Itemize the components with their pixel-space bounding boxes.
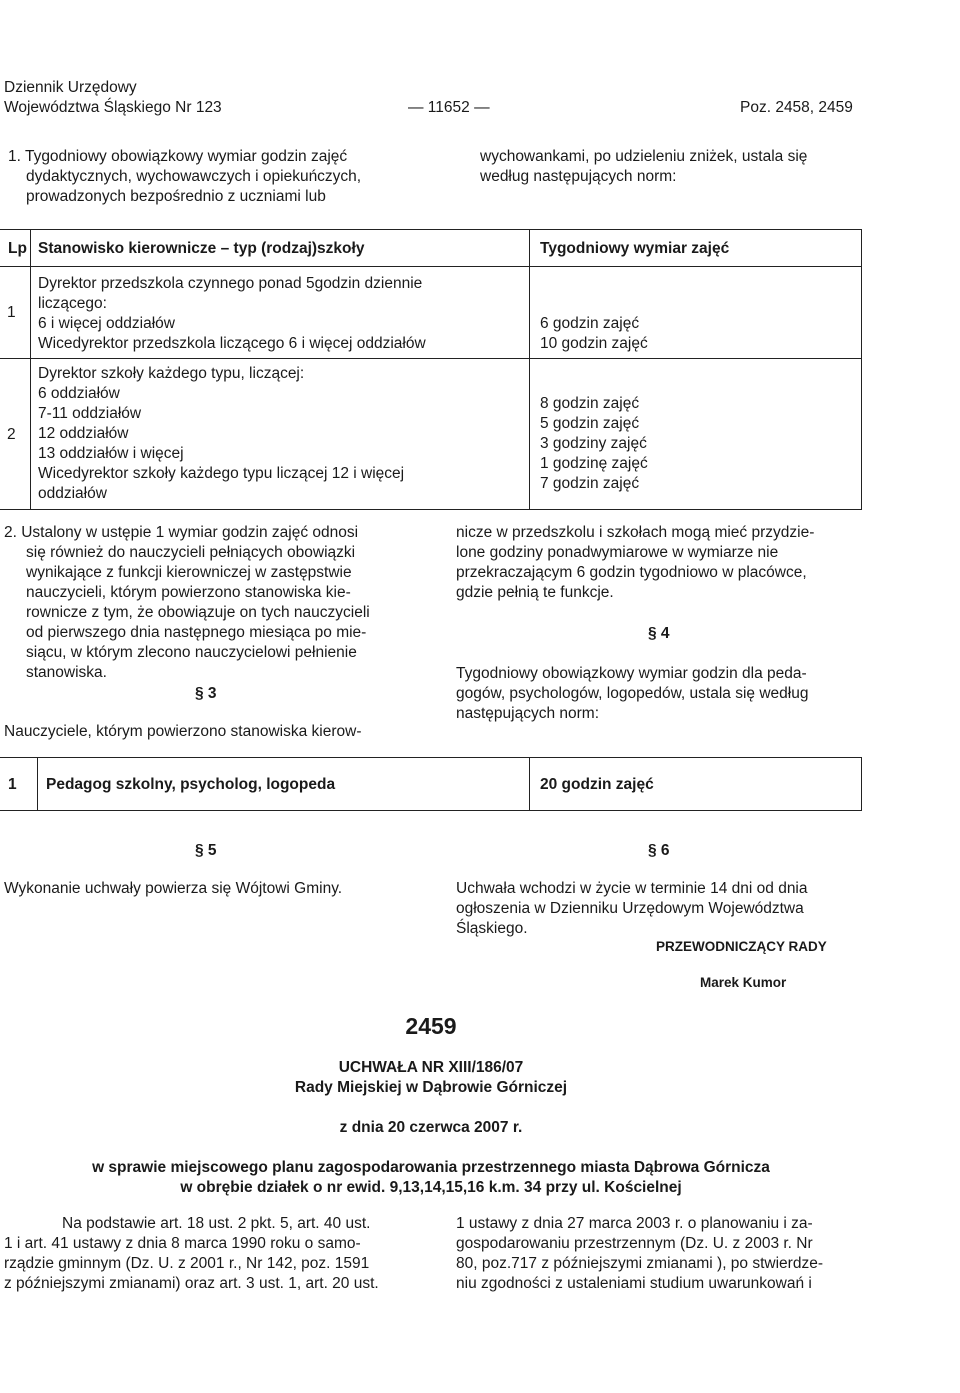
paragraph-2-continued: nicze w przedszkolu i szkołach mogą mieć przydzie- lone godziny ponadwymiarowe w wymiarze nie przekraczającym 6 godzin tygodniowo w placówce, gdzie pełnią te funkcje. [456,524,815,601]
section-6-title: § 6 [648,842,670,859]
table-row-lp: 1 [8,776,17,793]
header-hours: Tygodniowy wymiar zajęć [540,240,730,257]
table-row-lp: 1 [7,304,16,321]
resolution-title: UCHWAŁA NR XIII/186/07 [338,1059,524,1076]
section-5-text: Wykonanie uchwały powierza się Wójtowi Gminy. [4,880,343,897]
table-row-hours: 6 godzin zajęć 10 godzin zajęć [540,315,648,352]
section-4-text: Tygodniowy obowiązkowy wymiar godzin dla peda- gogów, psychologów, logopedów, ustala się według następujących norm: [456,665,809,722]
section-6-text: Uchwała wchodzi w życie w terminie 14 dni od dnia ogłoszenia w Dzienniku Urzędowym Województwa Śląskiego. [456,880,808,937]
intro-left: 1. Tygodniowy obowiązkowy wymiar godzin zajęć dydaktycznych, wychowawczych i opiekuńczych, prowadzonych bezpośrednio z uczniami lub [8,148,362,205]
resolution-subject-cont: w obrębie działek o nr ewid. 9,13,14,15,16 k.m. 34 przy ul. Kościelnej [180,1179,682,1196]
intro-right: wychowankami, po udzieleniu zniżek, ustala się według następujących norm: [480,148,808,185]
page-number: — 11652 — [408,99,490,116]
header-lp: Lp [8,240,27,257]
resolution-council: Rady Miejskiej w Dąbrowie Górniczej [294,1079,568,1096]
table-row-positions: Dyrektor szkoły każdego typu, liczącej: 6 oddziałów 7-11 oddziałów 12 oddziałów 13 oddziałów i więcej Wicedyrektor szkoły każdego typu liczącej 12 i więcej oddziałów [38,365,405,502]
section-5-title: § 5 [195,842,217,859]
journal-name: Dziennik Urzędowy Województwa Śląskiego Nr 123 [4,79,222,116]
header-position: Stanowisko kierownicze – typ (rodzaj)szkoły [38,240,365,257]
table-row-hours: 20 godzin zajęć [540,776,654,793]
section-3-text: Nauczyciele, którym powierzono stanowiska kierow- [4,723,362,740]
resolution-number: 2459 [405,1013,457,1039]
resolution-basis-left: Na podstawie art. 18 ust. 2 pkt. 5, art. 40 ust. 1 i art. 41 ustawy z dnia 8 marca 1990 roku o samo- rządzie gminnym (Dz. U. z 2001 r., Nr 142, poz. 1591 z późniejszymi zmianami) oraz art. 3 ust. 1, art. 20 ust. [4,1215,379,1292]
resolution-subject: w sprawie miejscowego planu zagospodarowania przestrzennego miasta Dąbrowa Górnicza [92,1159,770,1176]
paragraph-2: 2. Ustalony w ustępie 1 wymiar godzin zajęć odnosi się również do nauczycieli pełniących obowiązki wynikające z funkcji kierowniczej w zastępstwie nauczycieli, którym powierzono stanowiska kie- rownicze z tym, że obowiązuje on tych nauczycieli od pierwszego dnia następnego miesiąca po mie- siącu, w którym zlecono nauczycielowi pełnienie stanowiska. [4,524,370,681]
table-row-positions: Dyrektor przedszkola czynnego ponad 5godzin dziennie liczącego: 6 i więcej oddziałów Wicedyrektor przedszkola liczącego 6 i więcej oddziałów [38,275,426,352]
position-number: Poz. 2458, 2459 [740,99,853,116]
signature-name: Marek Kumor [700,975,787,990]
resolution-basis-right: 1 ustawy z dnia 27 marca 2003 r. o planowaniu i za- gospodarowaniu przestrzennym (Dz. U. z 2003 r. Nr 80, poz.717 z późniejszymi zmianami ), po stwierdze- niu zgodności z ustaleniami studium uwarunkowań i [456,1215,823,1292]
table-norms [0,229,862,510]
table-row-lp: 2 [7,426,16,443]
section-4-title: § 4 [648,625,670,642]
section-3-title: § 3 [195,685,217,702]
table-pedagog [0,757,862,811]
table-row-position: Pedagog szkolny, psycholog, logopeda [46,776,336,793]
signature-role: PRZEWODNICZĄCY RADY [656,939,827,954]
table-row-hours: 8 godzin zajęć 5 godzin zajęć 3 godziny zajęć 1 godzinę zajęć 7 godzin zajęć [540,395,648,492]
resolution-date: z dnia 20 czerwca 2007 r. [339,1119,523,1136]
